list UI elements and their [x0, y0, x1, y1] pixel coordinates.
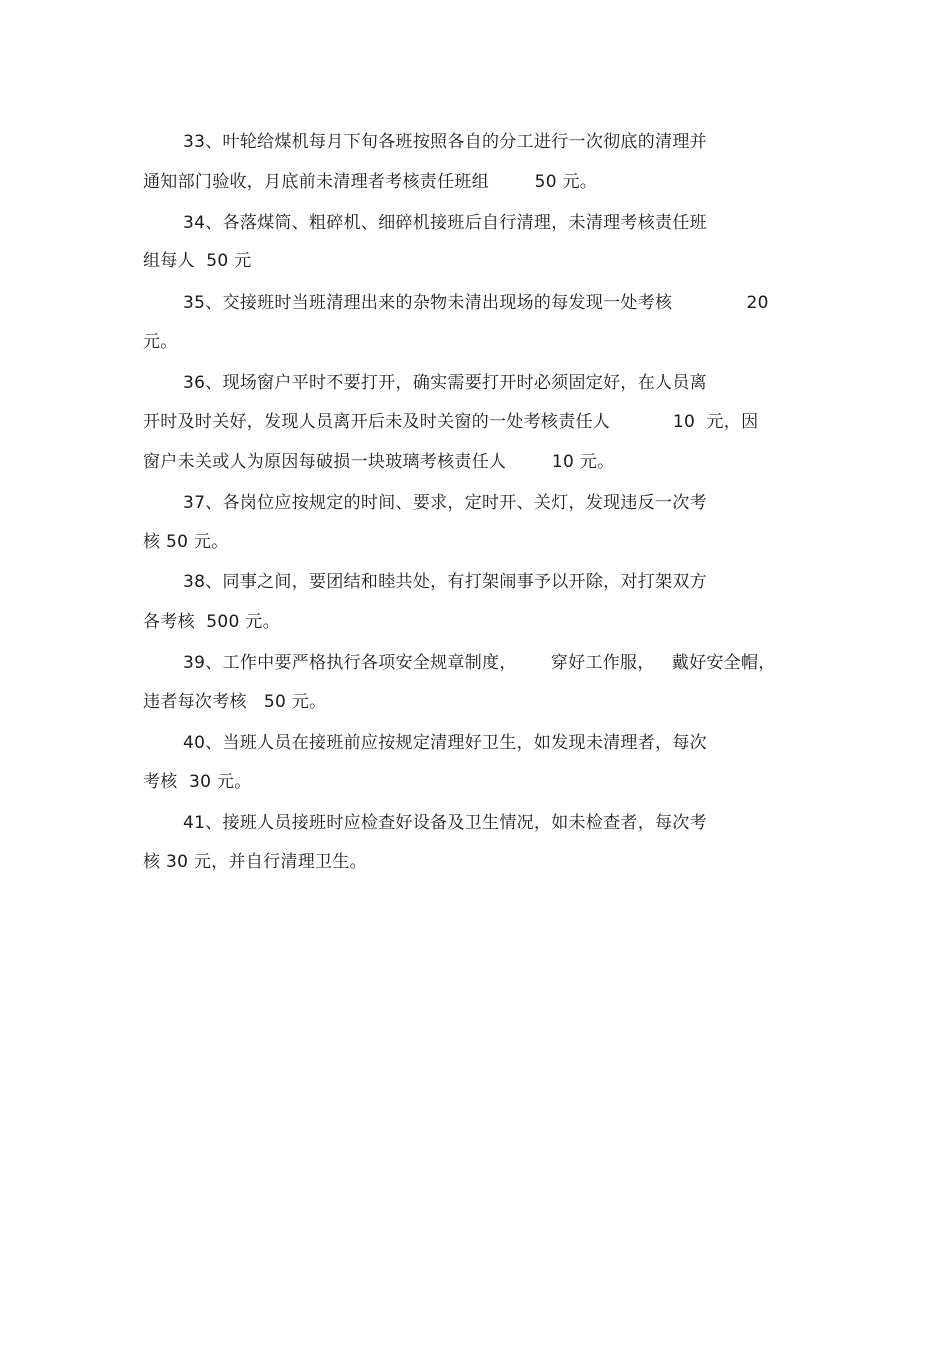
- rule-40-line-2: 考核 30 元。: [143, 772, 252, 792]
- rule-38-line-2: 各考核 500 元。: [143, 612, 280, 632]
- rule-33-line-2: 通知部门验收，月底前未清理者考核责任班组 50 元。: [143, 172, 598, 192]
- rule-41-line-2: 核 30 元，并自行清理卫生。: [143, 852, 367, 872]
- rule-37-line-2: 核 50 元。: [143, 532, 229, 552]
- rule-39-line-1: 39、工作中要严格执行各项安全规章制度， 穿好工作服， 戴好安全帽，: [183, 653, 776, 673]
- rule-40-line-1: 40、当班人员在接班前应按规定清理好卫生，如发现未清理者，每次: [183, 733, 707, 753]
- rule-39-line-2: 违者每次考核 50 元。: [143, 692, 327, 712]
- rule-36-line-2: 开时及时关好，发现人员离开后未及时关窗的一处考核责任人 10 元，因: [143, 412, 759, 432]
- rule-35-line-1: 35、交接班时当班清理出来的杂物未清出现场的每发现一处考核 20: [183, 293, 769, 313]
- rule-38-line-1: 38、同事之间，要团结和睦共处，有打架闹事予以开除，对打架双方: [183, 572, 707, 592]
- rule-36-line-1: 36、现场窗户平时不要打开，确实需要打开时必须固定好，在人员离: [183, 373, 707, 393]
- rule-33-line-1: 33、叶轮给煤机每月下旬各班按照各自的分工进行一次彻底的清理并: [183, 132, 707, 152]
- rule-35-line-2: 元。: [143, 332, 178, 352]
- rule-41-line-1: 41、接班人员接班时应检查好设备及卫生情况，如未检查者，每次考: [183, 813, 707, 833]
- rule-37-line-1: 37、各岗位应按规定的时间、要求，定时开、关灯，发现违反一次考: [183, 493, 707, 513]
- rule-34-line-1: 34、各落煤筒、粗碎机、细碎机接班后自行清理，未清理考核责任班: [183, 213, 707, 233]
- rule-34-line-2: 组每人 50 元: [143, 251, 252, 271]
- rule-36-line-3: 窗户未关或人为原因每破损一块玻璃考核责任人 10 元。: [143, 452, 615, 472]
